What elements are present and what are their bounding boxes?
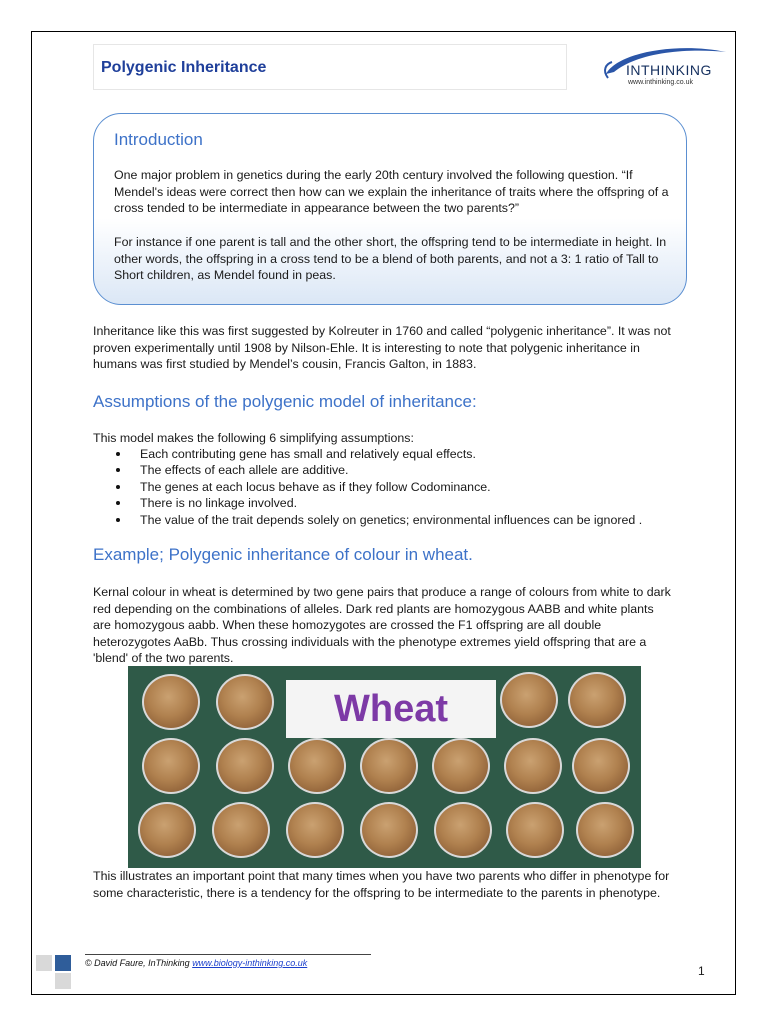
footer-website-link[interactable]: www.biology-inthinking.co.uk (192, 958, 308, 968)
wheat-dish (504, 738, 562, 794)
example-paragraph: Kernal colour in wheat is determined by two gene pairs that produce a range of colours from white to dark red depending on the combinations of alleles. Dark red plants are homozygous AABB and white plants are homozygous aabb. When these homozygotes are crossed the F1 offspring are all double heterozygotes AaBb. Thus crossing individuals with the phenotype extremes yield offspring that are a 'blend' of the two parents. (93, 585, 671, 665)
wheat-dish (286, 802, 344, 858)
footer-credit-text: © David Faure, InThinking (85, 958, 193, 968)
wheat-dish (506, 802, 564, 858)
wheat-dish (360, 738, 418, 794)
wheat-dish (360, 802, 418, 858)
introduction-box (93, 113, 687, 305)
wheat-dish (138, 802, 196, 858)
footer-squares-icon (36, 955, 76, 989)
list-item (93, 512, 693, 528)
page-number: 1 (698, 964, 705, 978)
inthinking-logo (598, 44, 728, 92)
wheat-dish (216, 674, 274, 730)
wheat-dish (568, 672, 626, 728)
list-item (93, 495, 693, 511)
wheat-dish (288, 738, 346, 794)
list-item-text: The effects of each allele are additive. (140, 463, 349, 478)
bullet-icon (116, 485, 120, 489)
footer-divider (85, 954, 371, 955)
bullet-icon (116, 452, 120, 456)
wheat-sign: Wheat (286, 680, 496, 738)
example-heading: Example; Polygenic inheritance of colour in wheat. (93, 545, 473, 564)
assumptions-intro: This model makes the following 6 simplifying assumptions: (93, 431, 414, 445)
wheat-dish (142, 738, 200, 794)
title-box (93, 44, 567, 90)
introduction-paragraph-2: For instance if one parent is tall and the other short, the offspring tend to be intermediate in height. In other words, the offspring in a cross tend to be a blend of both parents, and not a 3: 1 ratio of Tall to Short children, as Mendel found in peas. (114, 235, 667, 282)
bullet-icon (116, 468, 120, 472)
list-item (93, 446, 693, 462)
list-item-text: The genes at each locus behave as if they follow Codominance. (140, 479, 491, 494)
conclusion-paragraph: This illustrates an important point that many times when you have two parents who differ in phenotype for some characteristic, there is a tendency for the offspring to be intermediate to the parents in phenotype. (93, 869, 670, 900)
page-title: Polygenic Inheritance (101, 59, 267, 76)
wheat-dish (500, 672, 558, 728)
wheat-dish (216, 738, 274, 794)
list-item-text: Each contributing gene has small and relatively equal effects. (140, 447, 476, 461)
wheat-dish (212, 802, 270, 858)
list-item-text: There is no linkage involved. (140, 496, 298, 511)
wheat-photo (128, 666, 641, 868)
list-item (93, 462, 693, 478)
assumptions-list (93, 446, 693, 528)
assumptions-heading: Assumptions of the polygenic model of inheritance: (93, 392, 477, 411)
bullet-icon (116, 518, 120, 522)
list-item (93, 479, 693, 495)
wheat-dish (576, 802, 634, 858)
bullet-icon (116, 501, 120, 505)
introduction-heading: Introduction (114, 130, 203, 149)
logo-text: INTHINKING (626, 62, 712, 78)
list-item-text: The value of the trait depends solely on genetics; environmental influences can be ignored . (140, 512, 643, 527)
logo-url: www.inthinking.co.uk (628, 79, 693, 86)
wheat-dish (434, 802, 492, 858)
wheat-dish (572, 738, 630, 794)
footer-credit (85, 958, 307, 968)
wheat-dish (142, 674, 200, 730)
wheat-dish (432, 738, 490, 794)
history-paragraph: Inheritance like this was first suggested by Kolreuter in 1760 and called “polygenic inheritance”. It was not proven experimentally until 1908 by Nilson-Ehle. It is interesting to note that polygenic inheritance in humans was first studied by Mendel’s cousin, Francis Galton, in 1883. (93, 324, 671, 371)
introduction-paragraph-1: One major problem in genetics during the early 20th century involved the following question. “If Mendel's ideas were correct then how can we explain the inheritance of traits where the offspring of a cross tended to be intermediate in appearance between the two parents?” (114, 168, 669, 215)
